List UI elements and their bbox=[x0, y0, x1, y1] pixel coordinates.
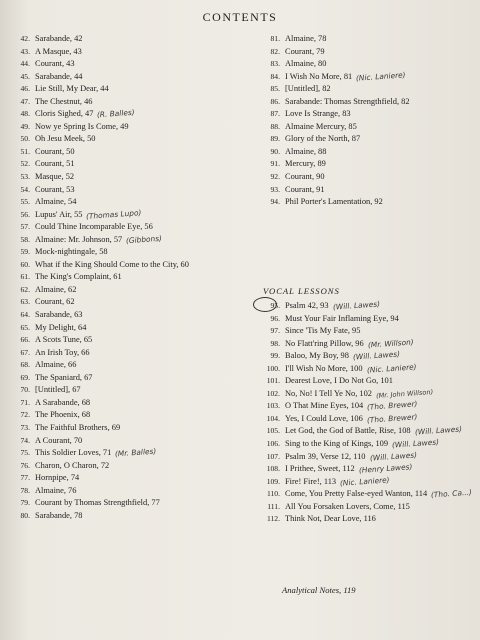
handwritten-note: (Will. Lawes) bbox=[332, 299, 380, 312]
entry-title: The Faithful Brothers, 69 bbox=[35, 422, 121, 432]
vocal-column bbox=[258, 300, 478, 526]
handwritten-note: (Mr. Balles) bbox=[114, 446, 157, 459]
toc-entry bbox=[8, 334, 246, 347]
toc-entry bbox=[258, 121, 473, 134]
toc-entry bbox=[8, 422, 246, 435]
entry-number: 53. bbox=[20, 172, 30, 182]
entry-number: 79. bbox=[20, 498, 30, 508]
entry-number: 99. bbox=[270, 351, 280, 361]
toc-entry bbox=[258, 463, 478, 476]
entry-title: Sarabande, 63 bbox=[35, 310, 83, 320]
entry-title: Love Is Strange, 83 bbox=[285, 109, 351, 119]
handwritten-circle bbox=[253, 297, 277, 312]
toc-entry bbox=[258, 300, 478, 313]
entry-title: Courant, 62 bbox=[35, 297, 75, 307]
entry-title: Yes, I Could Love, 106 bbox=[285, 413, 363, 423]
toc-entry bbox=[258, 476, 478, 489]
entry-number: 78. bbox=[20, 485, 30, 495]
entry-title: Since 'Tis My Fate, 95 bbox=[285, 326, 361, 336]
handwritten-note: (Nic. Laniere) bbox=[355, 69, 407, 83]
toc-entry bbox=[8, 309, 246, 322]
entry-number: 100. bbox=[266, 363, 280, 373]
handwritten-note: (Will. Lawes) bbox=[414, 424, 462, 438]
entry-number: 43. bbox=[20, 46, 30, 56]
entry-number: 88. bbox=[270, 121, 280, 131]
entry-title: An Irish Toy, 66 bbox=[35, 347, 90, 357]
toc-entry bbox=[258, 375, 478, 388]
entry-number: 76. bbox=[20, 460, 30, 470]
toc-entry bbox=[8, 83, 246, 96]
right-column bbox=[258, 33, 473, 209]
toc-entry bbox=[8, 171, 246, 184]
entry-title: Now ye Spring Is Come, 49 bbox=[35, 121, 129, 131]
handwritten-note: (Nic. Laniere) bbox=[366, 362, 417, 375]
handwritten-note: (Will. Lawes) bbox=[352, 349, 401, 362]
toc-entry bbox=[8, 384, 246, 397]
entry-title: Hornpipe, 74 bbox=[35, 473, 80, 483]
entry-number: 111. bbox=[267, 501, 280, 511]
entry-title: Almaine, 76 bbox=[35, 485, 77, 495]
toc-entry bbox=[258, 400, 478, 413]
entry-title: Courant, 53 bbox=[35, 184, 75, 194]
entry-number: 63. bbox=[20, 297, 30, 307]
entry-title: Almaine: Mr. Johnson, 57 bbox=[35, 234, 123, 244]
toc-entry bbox=[258, 513, 478, 526]
toc-entry bbox=[8, 259, 246, 272]
toc-entry bbox=[8, 409, 246, 422]
entry-title: A Scots Tune, 65 bbox=[35, 335, 93, 345]
toc-entry bbox=[258, 146, 473, 159]
toc-entry bbox=[8, 472, 246, 485]
toc-entry bbox=[8, 296, 246, 309]
entry-number: 110. bbox=[266, 489, 280, 499]
toc-entry bbox=[8, 33, 246, 46]
entry-title: Almaine, 66 bbox=[35, 360, 77, 370]
handwritten-note: (R. Balles) bbox=[97, 107, 136, 120]
left-column bbox=[8, 33, 246, 522]
entry-number: 94. bbox=[270, 197, 280, 207]
entry-number: 56. bbox=[20, 209, 30, 219]
entry-title: Glory of the North, 87 bbox=[285, 134, 361, 144]
entry-number: 48. bbox=[20, 109, 30, 119]
entry-number: 82. bbox=[270, 46, 280, 56]
entry-number: 85. bbox=[270, 84, 280, 94]
entry-title: Baloo, My Boy, 98 bbox=[285, 351, 349, 361]
toc-entry bbox=[8, 184, 246, 197]
entry-title: Cloris Sighed, 47 bbox=[35, 109, 94, 119]
entry-number: 60. bbox=[20, 259, 30, 269]
entry-title: [Untitled], 82 bbox=[285, 84, 331, 94]
entry-title: Could Thine Incomparable Eye, 56 bbox=[35, 222, 153, 232]
entry-number: 81. bbox=[270, 34, 280, 43]
entry-title: The Phoenix, 68 bbox=[35, 410, 91, 420]
entry-number: 108. bbox=[266, 464, 280, 474]
entry-title: What if the King Should Come to the City, 60 bbox=[35, 259, 189, 269]
entry-number: 57. bbox=[20, 222, 30, 232]
entry-title: The Chestnut, 46 bbox=[35, 96, 93, 106]
toc-entry bbox=[8, 158, 246, 171]
entry-number: 68. bbox=[20, 360, 30, 370]
entry-title: I Prithee, Sweet, 112 bbox=[285, 464, 355, 474]
toc-entry bbox=[258, 46, 473, 59]
toc-entry bbox=[258, 96, 473, 109]
entry-title: Masque, 52 bbox=[35, 172, 75, 182]
toc-entry bbox=[258, 363, 478, 376]
entry-title: Almaine Mercury, 85 bbox=[285, 121, 357, 131]
entry-title: Lie Still, My Dear, 44 bbox=[35, 84, 109, 94]
entry-title: Courant, 91 bbox=[285, 184, 325, 194]
entry-number: 58. bbox=[20, 234, 30, 244]
handwritten-note: (Tho. Brewer) bbox=[366, 399, 418, 413]
entry-title: Sarabande, 42 bbox=[35, 34, 83, 43]
entry-title: Charon, O Charon, 72 bbox=[35, 460, 110, 470]
handwritten-note: (Will. Lawes) bbox=[369, 449, 417, 463]
toc-entry bbox=[8, 71, 246, 84]
toc-entry bbox=[8, 46, 246, 59]
entry-number: 91. bbox=[270, 159, 280, 169]
entry-title: This Soldier Loves, 71 bbox=[35, 448, 112, 458]
entry-number: 47. bbox=[20, 96, 30, 106]
entry-number: 70. bbox=[20, 385, 30, 395]
entry-title: Almaine, 62 bbox=[35, 284, 77, 294]
entry-number: 92. bbox=[270, 172, 280, 182]
entry-number: 44. bbox=[20, 59, 30, 69]
entry-title: Almaine, 80 bbox=[285, 59, 327, 69]
entry-number: 90. bbox=[270, 146, 280, 156]
toc-entry bbox=[258, 388, 478, 401]
handwritten-note: (Nic. Laniere) bbox=[339, 474, 390, 488]
toc-entry bbox=[8, 108, 246, 121]
entry-title: Sarabande: Thomas Strengthfield, 82 bbox=[285, 96, 410, 106]
entry-number: 55. bbox=[20, 197, 30, 207]
toc-entry bbox=[8, 347, 246, 360]
toc-entry bbox=[258, 501, 478, 514]
entry-number: 42. bbox=[20, 34, 30, 43]
entry-title: Sing to the King of Kings, 109 bbox=[285, 439, 389, 449]
toc-entry bbox=[8, 397, 246, 410]
toc-entry bbox=[8, 435, 246, 448]
toc-entry bbox=[8, 209, 246, 222]
entry-title: My Delight, 64 bbox=[35, 322, 87, 332]
toc-entry bbox=[258, 325, 478, 338]
toc-entry bbox=[8, 196, 246, 209]
entry-number: 67. bbox=[20, 347, 30, 357]
entry-title: Sarabande, 78 bbox=[35, 510, 83, 520]
toc-entry bbox=[258, 350, 478, 363]
toc-entry bbox=[8, 58, 246, 71]
entry-title: Courant, 43 bbox=[35, 59, 75, 69]
entry-title: Courant, 79 bbox=[285, 46, 325, 56]
entry-number: 84. bbox=[270, 71, 280, 81]
entry-number: 50. bbox=[20, 134, 30, 144]
entry-title: Courant, 50 bbox=[35, 146, 75, 156]
toc-entry bbox=[258, 158, 473, 171]
entry-number: 97. bbox=[270, 326, 280, 336]
handwritten-note: (Mr. Willson) bbox=[367, 337, 414, 350]
entry-number: 106. bbox=[266, 439, 280, 449]
entry-title: I Wish No More, 81 bbox=[285, 71, 353, 81]
toc-entry bbox=[258, 451, 478, 464]
toc-entry bbox=[8, 497, 246, 510]
entry-number: 112. bbox=[266, 514, 280, 524]
toc-entry bbox=[258, 71, 473, 84]
handwritten-note: (Will. Lawes) bbox=[391, 437, 440, 450]
entry-title: Dearest Love, I Do Not Go, 101 bbox=[285, 376, 393, 386]
entry-title: Courant, 90 bbox=[285, 172, 325, 182]
entry-number: 98. bbox=[270, 338, 280, 348]
toc-entry bbox=[258, 133, 473, 146]
entry-number: 86. bbox=[270, 96, 280, 106]
entry-number: 101. bbox=[266, 376, 280, 386]
entry-title: Almaine, 54 bbox=[35, 197, 77, 207]
handwritten-note: (Gibbons) bbox=[125, 233, 163, 245]
toc-entry bbox=[8, 246, 246, 259]
entry-title: Almaine, 88 bbox=[285, 146, 327, 156]
entry-title: No Flatt'ring Pillow, 96 bbox=[285, 338, 364, 348]
toc-entry bbox=[258, 488, 478, 501]
toc-entry bbox=[258, 438, 478, 451]
entry-title: The Spaniard, 67 bbox=[35, 372, 93, 382]
handwritten-note: (Thomas Lupo) bbox=[86, 207, 143, 221]
entry-number: 107. bbox=[266, 451, 280, 461]
toc-entry bbox=[8, 284, 246, 297]
entry-title: Courant by Thomas Strengthfield, 77 bbox=[35, 498, 160, 508]
entry-title: Come, You Pretty False-eyed Wanton, 114 bbox=[285, 489, 428, 499]
entry-number: 49. bbox=[20, 121, 30, 131]
entry-title: [Untitled], 67 bbox=[35, 385, 81, 395]
entry-title: O That Mine Eyes, 104 bbox=[285, 401, 364, 411]
entry-title: No, No! I Tell Ye No, 102 bbox=[285, 388, 372, 398]
page-title: CONTENTS bbox=[202, 10, 278, 24]
toc-entry bbox=[8, 322, 246, 335]
entry-number: 103. bbox=[266, 401, 280, 411]
entry-number: 102. bbox=[266, 388, 280, 398]
toc-entry bbox=[258, 338, 478, 351]
toc-entry bbox=[8, 447, 246, 460]
entry-title: Almaine, 78 bbox=[285, 34, 327, 43]
entry-title: Courant, 51 bbox=[35, 159, 75, 169]
entry-number: 65. bbox=[20, 322, 30, 332]
toc-entry bbox=[8, 372, 246, 385]
toc-entry bbox=[8, 133, 246, 146]
toc-entry bbox=[8, 121, 246, 134]
entry-title: Must Your Fair Inflaming Eye, 94 bbox=[285, 313, 399, 323]
analytical-notes: Analytical Notes, 119 bbox=[282, 585, 356, 595]
handwritten-note: (Tho. Ca...) bbox=[430, 487, 473, 500]
entry-number: 87. bbox=[270, 109, 280, 119]
entry-title: Fire! Fire!, 113 bbox=[285, 476, 337, 486]
entry-number: 71. bbox=[20, 397, 30, 407]
entry-title: A Sarabande, 68 bbox=[35, 397, 91, 407]
entry-title: Sarabande, 44 bbox=[35, 71, 83, 81]
entry-number: 61. bbox=[20, 272, 30, 282]
toc-entry bbox=[258, 83, 473, 96]
handwritten-note: (Tho. Brewer) bbox=[366, 412, 418, 425]
entry-number: 105. bbox=[266, 426, 280, 436]
entry-number: 75. bbox=[20, 448, 30, 458]
toc-entry bbox=[258, 58, 473, 71]
entry-number: 51. bbox=[20, 146, 30, 156]
toc-entry bbox=[258, 171, 473, 184]
entry-number: 95. bbox=[270, 301, 280, 310]
entry-number: 109. bbox=[266, 476, 280, 486]
entry-title: Let God, the God of Battle, Rise, 108 bbox=[285, 426, 411, 436]
entry-number: 59. bbox=[20, 247, 30, 257]
entry-number: 93. bbox=[270, 184, 280, 194]
entry-title: Phil Porter's Lamentation, 92 bbox=[285, 197, 383, 207]
entry-title: A Masque, 43 bbox=[35, 46, 82, 56]
entry-number: 74. bbox=[20, 435, 30, 445]
toc-entry bbox=[258, 196, 473, 209]
entry-number: 66. bbox=[20, 335, 30, 345]
entry-number: 62. bbox=[20, 284, 30, 294]
entry-title: I'll Wish No More, 100 bbox=[285, 363, 363, 373]
entry-number: 64. bbox=[20, 310, 30, 320]
toc-entry bbox=[258, 313, 478, 326]
toc-entry bbox=[258, 184, 473, 197]
toc-entry bbox=[8, 221, 246, 234]
entry-number: 52. bbox=[20, 159, 30, 169]
entry-number: 73. bbox=[20, 422, 30, 432]
entry-number: 77. bbox=[20, 473, 30, 483]
entry-number: 72. bbox=[20, 410, 30, 420]
entry-title: Lupus' Air, 55 bbox=[35, 209, 83, 219]
entry-title: Oh Jesu Meek, 50 bbox=[35, 134, 96, 144]
entry-number: 69. bbox=[20, 372, 30, 382]
entry-title: Psalm 39, Verse 12, 110 bbox=[285, 451, 366, 461]
toc-entry bbox=[8, 485, 246, 498]
entry-title: All You Forsaken Lovers, Come, 115 bbox=[285, 501, 410, 511]
toc-entry bbox=[258, 425, 478, 438]
toc-entry bbox=[8, 460, 246, 473]
entry-title: Mercury, 89 bbox=[285, 159, 326, 169]
handwritten-note: (Henry Lawes) bbox=[358, 462, 413, 475]
toc-entry bbox=[8, 234, 246, 247]
toc-entry bbox=[8, 271, 246, 284]
entry-number: 83. bbox=[270, 59, 280, 69]
entry-number: 46. bbox=[20, 84, 30, 94]
toc-entry bbox=[8, 359, 246, 372]
handwritten-note: (Mr. John Willson) bbox=[375, 387, 434, 400]
entry-number: 54. bbox=[20, 184, 30, 194]
entry-number: 96. bbox=[270, 313, 280, 323]
entry-title: A Courant, 70 bbox=[35, 435, 83, 445]
entry-number: 104. bbox=[266, 413, 280, 423]
toc-entry bbox=[8, 146, 246, 159]
entry-number: 89. bbox=[270, 134, 280, 144]
entry-title: Psalm 42, 93 bbox=[285, 301, 329, 310]
section-heading-vocal: VOCAL LESSONS bbox=[263, 286, 340, 296]
toc-entry bbox=[258, 33, 473, 46]
entry-title: Mock-nightingale, 58 bbox=[35, 247, 108, 257]
toc-entry bbox=[8, 510, 246, 523]
toc-entry bbox=[258, 108, 473, 121]
entry-title: Think Not, Dear Love, 116 bbox=[285, 514, 376, 524]
entry-title: The King's Complaint, 61 bbox=[35, 272, 122, 282]
entry-number: 80. bbox=[20, 510, 30, 520]
entry-number: 45. bbox=[20, 71, 30, 81]
